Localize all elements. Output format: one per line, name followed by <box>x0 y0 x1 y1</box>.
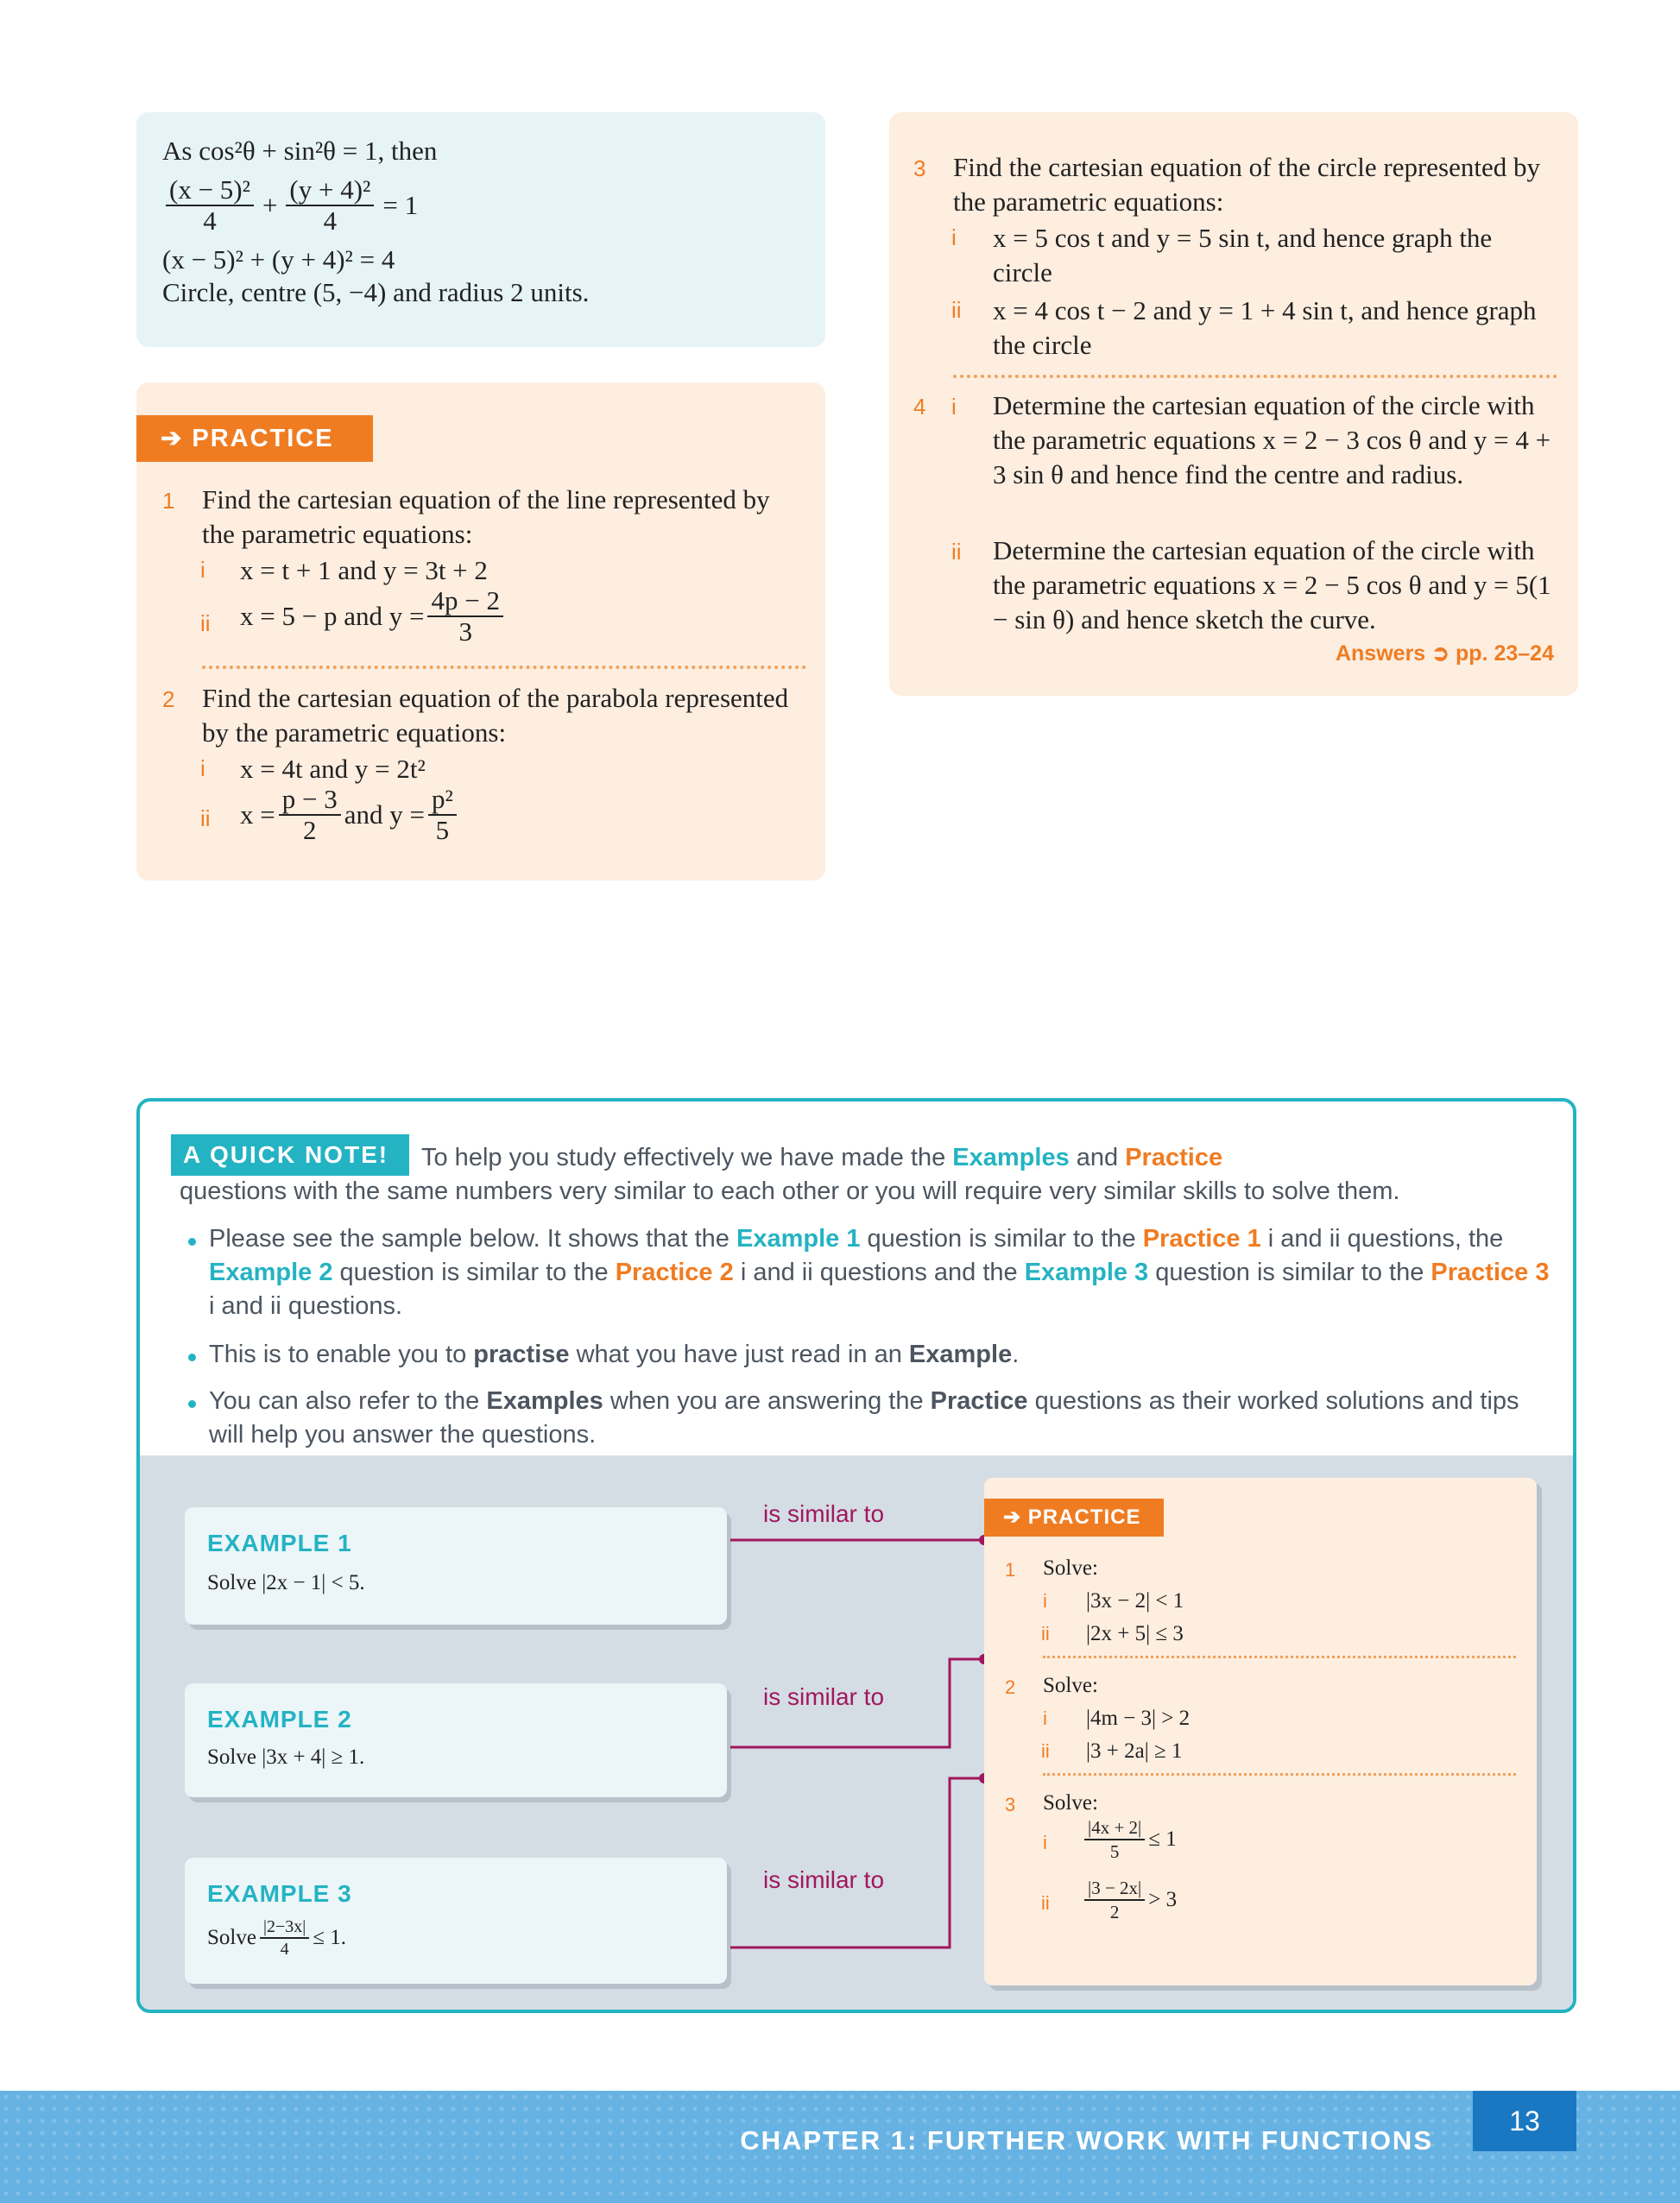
example-body: Solve |3x + 4| ≥ 1. <box>207 1745 365 1769</box>
bullet-dot <box>188 1354 196 1361</box>
bullet-dot <box>188 1238 196 1246</box>
fraction: $\frac{|2-3x|}{4}$ <box>260 1916 309 1960</box>
subpart-text: |3 + 2a| ≥ 1 <box>1086 1739 1183 1763</box>
subpart-label: ii <box>951 539 962 565</box>
subpart-text: |2x + 5| ≤ 3 <box>1086 1622 1184 1645</box>
quick-note-tag: A QUICK NOTE! <box>171 1134 409 1176</box>
page-footer <box>0 2091 1680 2203</box>
solution-line-1: As cos²θ + sin²θ = 1, then <box>162 136 438 166</box>
subpart-label: i <box>951 394 957 420</box>
question-text: Solve: <box>1043 1556 1098 1580</box>
subpart-label: ii <box>200 805 211 831</box>
divider <box>1043 1656 1516 1658</box>
fraction: $\frac{\text{(x − 5)²}}{4}$ <box>166 175 254 236</box>
subpart-text: $\frac{|4x + 2|}{5}$ ≤ 1 <box>1081 1816 1177 1863</box>
subpart-text: x = 4t and y = 2t² <box>240 754 426 784</box>
question-number: 3 <box>1005 1794 1016 1815</box>
solution-fraction-line: $\frac{\text{(x − 5)²}}{4}$ + $\frac{\text{(y + 4)²}}{4}$ = 1 <box>162 167 799 243</box>
quick-note-frame <box>136 1098 1576 2013</box>
subpart-text: Determine the cartesian equation of the circle with the parametric equations x = 2 − 3 cos θ and y = 4 + 3 sin θ and hence find the centre and radius. <box>993 390 1551 489</box>
fraction: $\frac{|3 - 2x|}{2}$ <box>1084 1877 1145 1923</box>
worked-solution-box <box>136 112 825 347</box>
example-title: EXAMPLE 2 <box>207 1706 352 1733</box>
example-title: EXAMPLE 1 <box>207 1530 352 1556</box>
subpart-label: ii <box>951 297 962 323</box>
question-number: 1 <box>1005 1559 1016 1581</box>
question-number: 3 <box>913 155 926 181</box>
bullet-dot <box>188 1400 196 1408</box>
question-number: 1 <box>162 488 175 514</box>
bullet-2: This is to enable you to practise what you have just read in an Example. <box>209 1341 1020 1368</box>
divider <box>202 666 806 669</box>
similar-label-2: is similar to <box>763 1683 885 1710</box>
sample-area <box>140 1455 1576 2013</box>
quick-note-intro-line-1: To help you study effectively we have made the Examples and Practice <box>421 1144 1223 1171</box>
quick-note-intro-line-2: questions with the same numbers very similar to each other or you will require very similar skills to solve them. <box>180 1177 1400 1205</box>
bullet-3: You can also refer to the Examples when you are answering the Practice questions as their worked solutions and tips will help you answer the questions. <box>209 1387 1519 1449</box>
question-number: 2 <box>162 686 175 712</box>
subpart-label: i <box>951 224 957 250</box>
practice-box-right <box>889 112 1578 696</box>
subpart-label: ii <box>1041 1740 1050 1762</box>
subpart-text: x = 5 cos t and y = 5 sin t, and hence graph the circle <box>993 223 1493 287</box>
question-number: 4 <box>913 394 926 420</box>
subpart-text: |3x − 2| < 1 <box>1086 1589 1184 1613</box>
divider <box>953 375 1557 378</box>
subpart-text: x = 4 cos t − 2 and y = 1 + 4 sin t, and hence graph the circle <box>993 295 1537 360</box>
question-text: Find the cartesian equation of the parabola represented by the parametric equations: <box>202 683 789 748</box>
subpart-label: ii <box>200 610 211 636</box>
question-number: 2 <box>1005 1676 1016 1698</box>
bullet-1: Please see the sample below. It shows that the Example 1 question is similar to the Practice 1 i and ii questions, the Example 2 question is similar to the Practice 2 i and ii questions and the Example 3 question is similar to the Practice 3 i and ii questions. <box>209 1225 1550 1320</box>
subpart-text: |4m − 3| > 2 <box>1086 1707 1191 1730</box>
subpart-label: i <box>1043 1590 1047 1612</box>
subpart-text: $\frac{|3 - 2x|}{2}$ > 3 <box>1081 1877 1177 1923</box>
answers-link[interactable]: Answers ➲ pp. 23–24 <box>1335 641 1554 666</box>
fraction: $\frac{4p - 2}{3}$ <box>427 586 502 647</box>
solution-line-4: Circle, centre (5, −4) and radius 2 units. <box>162 277 590 307</box>
example-body: Solve |2x − 1| < 5. <box>207 1571 365 1594</box>
subpart-label: i <box>1043 1707 1047 1729</box>
page-number: 13 <box>1473 2091 1576 2151</box>
practice-box-left <box>136 382 825 881</box>
question-text: Solve: <box>1043 1791 1098 1815</box>
subpart-label: ii <box>1041 1623 1050 1644</box>
practice-tag: ➔ PRACTICE <box>136 415 373 462</box>
subpart-text: Determine the cartesian equation of the circle with the parametric equations x = 2 − 5 cos θ and y = 5(1 − sin θ) and hence sketch the curve. <box>993 535 1551 634</box>
fraction: $\frac{|4x + 2|}{5}$ <box>1084 1816 1145 1863</box>
solution-line-3: (x − 5)² + (y + 4)² = 4 <box>162 244 395 275</box>
subpart-label: i <box>1043 1832 1047 1853</box>
fraction: $\frac{p - 3}{2}$ <box>279 785 341 845</box>
subpart-label: i <box>200 557 205 583</box>
practice-tag: ➔ PRACTICE <box>984 1499 1164 1537</box>
similar-label-1: is similar to <box>763 1500 885 1527</box>
fraction: $\frac{\text{p²}}{5}$ <box>428 785 457 845</box>
example-title: EXAMPLE 3 <box>207 1880 352 1907</box>
fraction: $\frac{\text{(y + 4)²}}{4}$ <box>286 175 374 236</box>
subpart-label: ii <box>1041 1892 1050 1914</box>
divider <box>1043 1773 1516 1776</box>
similar-label-3: is similar to <box>763 1866 885 1893</box>
question-text: Find the cartesian equation of the line represented by the parametric equations: <box>202 484 770 549</box>
subpart-text: x = $\frac{p - 3}{2}$ and y = $\frac{\text{p²}}{5}$ <box>240 785 460 845</box>
question-text: Solve: <box>1043 1674 1098 1697</box>
subpart-label: i <box>200 755 205 781</box>
example-body: Solve $\frac{|2-3x|}{4}$ ≤ 1. <box>207 1917 346 1959</box>
connector-line-3 <box>730 1778 984 1947</box>
subpart-text: x = t + 1 and y = 3t + 2 <box>240 555 488 585</box>
subpart-text: x = 5 − p and y = $\frac{4p - 2}{3}$ <box>240 586 507 647</box>
chapter-title: CHAPTER 1: FURTHER WORK WITH FUNCTIONS <box>740 2125 1433 2156</box>
mini-practice-box <box>984 1478 1537 1985</box>
question-text: Find the cartesian equation of the circle represented by the parametric equations: <box>953 152 1541 217</box>
